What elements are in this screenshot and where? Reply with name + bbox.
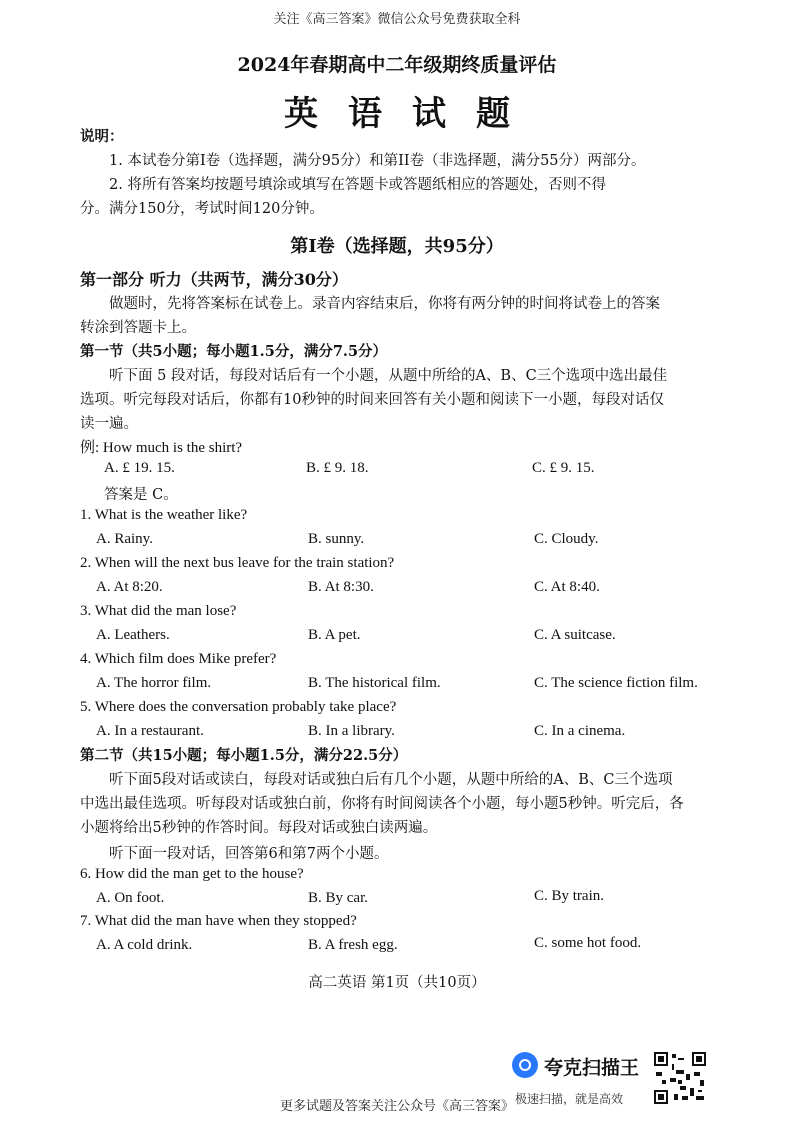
example-option-a: A. £ 19. 15. (104, 460, 175, 476)
question-2: 2. When will the next bus leave for the train station? (80, 555, 395, 571)
question-4-option-c: C. The science fiction film. (534, 675, 698, 691)
instructions-label: 说明： (80, 128, 124, 145)
section2-desc-line3: 小题将给出5秒钟的作答时间。每段对话或独白读两遍。 (80, 820, 438, 836)
subject-title: 英语试题 (284, 94, 540, 134)
part1-desc-line1: 做题时，先将答案标在试卷上。录音内容结束后，你将有两分钟的时间将试卷上的答案 (109, 296, 660, 312)
instruction-item-1: 1. 本试卷分第I卷（选择题，满分95分）和第II卷（非选择题，满分55分）两部分。 (109, 153, 646, 169)
question-6-option-c: C. By train. (534, 888, 604, 904)
question-2-option-b: B. At 8:30. (308, 579, 374, 595)
part1-title: 第一部分 听力（共两节，满分30分） (80, 270, 348, 289)
question-5-option-c: C. In a cinema. (534, 723, 626, 739)
section1-desc-line3: 读一遍。 (80, 416, 138, 432)
question-3-option-c: C. A suitcase. (534, 627, 616, 643)
page-footer: 高二英语 第1页（共10页） (308, 975, 486, 991)
part1-desc-line2: 转涂到答题卡上。 (80, 320, 196, 336)
scanner-slogan: 极速扫描，就是高效 (515, 1092, 624, 1106)
volume-title: 第I卷（选择题，共95分） (290, 236, 504, 257)
question-3-option-b: B. A pet. (308, 627, 361, 643)
question-1: 1. What is the weather like? (80, 507, 248, 523)
question-4: 4. Which film does Mike prefer? (80, 651, 277, 667)
example-option-b: B. £ 9. 18. (306, 460, 369, 476)
instruction-item-2-line1: 2. 将所有答案均按题号填涂或填写在答题卡或答题纸相应的答题处，否则不得 (109, 177, 606, 193)
question-2-option-c: C. At 8:40. (534, 579, 600, 595)
example-option-c: C. £ 9. 15. (532, 460, 595, 476)
instruction-item-2-line2: 分。满分150分，考试时间120分钟。 (80, 201, 324, 217)
example-question: 例: How much is the shirt? (80, 440, 243, 456)
question-5: 5. Where does the conversation probably take place? (80, 699, 397, 715)
question-3-option-a: A. Leathers. (96, 627, 170, 643)
question-1-option-a: A. Rainy. (96, 531, 153, 547)
question-7-option-b: B. A fresh egg. (308, 937, 398, 953)
question-7: 7. What did the man have when they stopped? (80, 913, 357, 929)
section1-title: 第一节（共5小题；每小题1.5分，满分7.5分） (80, 343, 388, 360)
scanner-name: 夸克扫描王 (544, 1057, 640, 1079)
question-5-option-b: B. In a library. (308, 723, 395, 739)
question-4-option-b: B. The historical film. (308, 675, 441, 691)
section2-title: 第二节（共15小题；每小题1.5分，满分22.5分） (80, 747, 408, 764)
question-7-option-a: A. A cold drink. (96, 937, 193, 953)
question-1-option-b: B. sunny. (308, 531, 365, 547)
section2-desc-line1: 听下面5段对话或读白，每段对话或独白后有几个小题，从题中所给的A、B、C三个选项 (109, 772, 673, 788)
question-2-option-a: A. At 8:20. (96, 579, 163, 595)
question-6: 6. How did the man get to the house? (80, 866, 304, 882)
question-6-option-b: B. By car. (308, 890, 368, 906)
question-7-option-c: C. some hot food. (534, 935, 642, 951)
question-1-option-c: C. Cloudy. (534, 531, 599, 547)
top-watermark-note: 关注《高三答案》微信公众号免费获取全科 (273, 12, 521, 27)
exam-title: 2024年春期高中二年级期终质量评估 (237, 54, 557, 76)
question-5-option-a: A. In a restaurant. (96, 723, 204, 739)
section2-intro: 听下面一段对话，回答第6和第7两个小题。 (109, 846, 389, 862)
section2-desc-line2: 中选出最佳选项。听每段对话或独白前，你将有时间阅读各个小题，每小题5秒钟。听完后，各 (80, 796, 684, 812)
question-4-option-a: A. The horror film. (96, 675, 212, 691)
question-6-option-a: A. On foot. (96, 890, 165, 906)
question-3: 3. What did the man lose? (80, 603, 237, 619)
scanner-logo-icon (512, 1052, 538, 1078)
bottom-watermark-note: 更多试题及答案关注公众号《高三答案》 (279, 1099, 514, 1114)
section1-desc-line1: 听下面 5 段对话，每段对话后有一个小题，从题中所给的A、B、C三个选项中选出最佳 (109, 368, 668, 384)
example-answer: 答案是 C。 (104, 487, 178, 503)
section1-desc-line2: 选项。听完每段对话后，你都有10秒钟的时间来回答有关小题和阅读下一小题，每段对话仅 (80, 392, 664, 408)
